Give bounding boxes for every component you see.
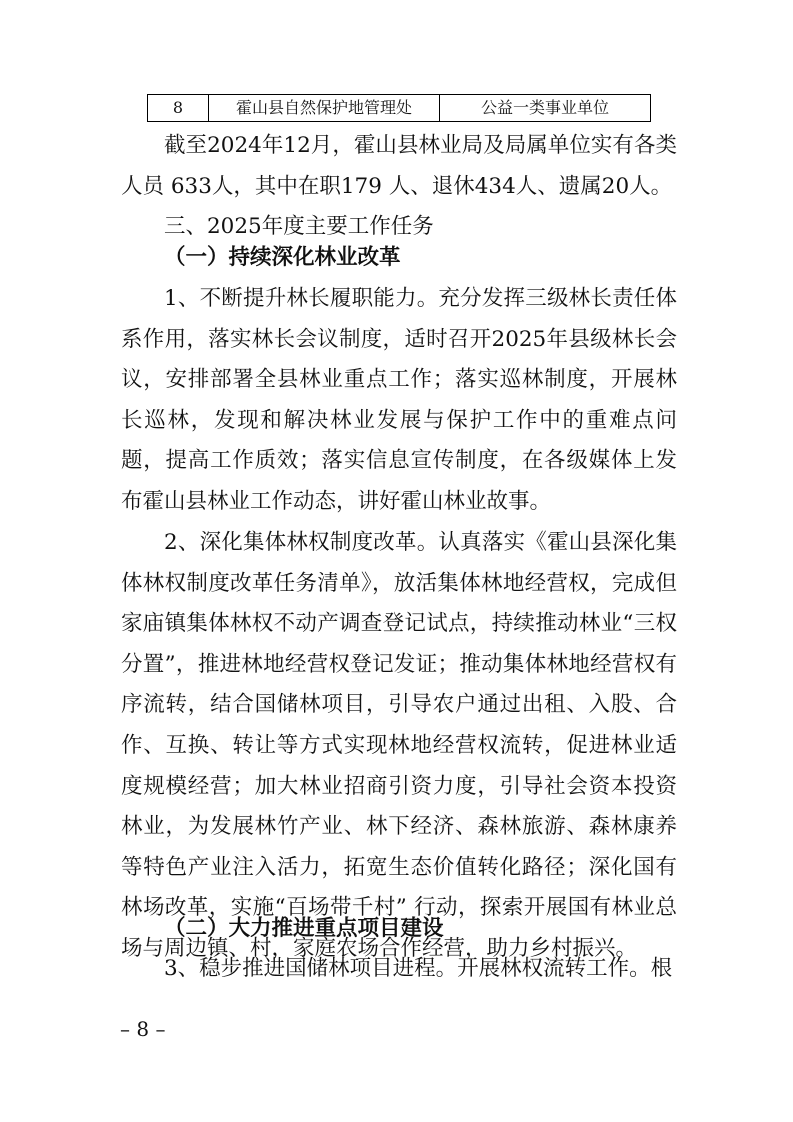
unit-table [147,94,651,122]
table-cell-type: 公益一类事业单位 [440,95,651,122]
item1-paragraph: 1、不断提升林长履职能力。充分发挥三级林长责任体系作用，落实林长会议制度，适时召开2025年县级林长会议，安排部署全县林业重点工作；落实巡林制度，开展林长巡林，发现和解决林业发展与保护工作中的重难点问题，提高工作质效；落实信息宣传制度，在各级媒体上发布霍山县林业工作动态，讲好霍山林业故事。 [121,286,677,514]
item3-paragraph: 3、稳步推进国储林项目进程。开展林权流转工作。根 [164,956,673,981]
table-cell-name: 霍山县自然保护地管理处 [209,95,440,122]
sub1-heading: （一）持续深化林业改革 [164,245,401,270]
item2-paragraph: 2、深化集体林权制度改革。认真落实《霍山县深化集体林权制度改革任务清单》，放活集体林地经营权，完成但家庙镇集体林权不动产调查登记试点，持续推动林业“三权分置”，推进林地经营权登记发证；推动集体林地经营权有序流转，结合国储林项目，引导农户通过出租、入股、合作、互换、转让等方式实现林地经营权流转，促进林业适度规模经营；加大林业招商引资力度，引导社会资本投资林业，为发展林竹产业、林下经济、森林旅游、森林康养等特色产业注入活力，拓宽生态价值转化路径；深化国有林场改革，实施“百场带千村” 行动，探索开展国有林业总场与周边镇、村，家庭农场合作经营，助力乡村振兴。 [121,530,677,961]
page-number: – 8 – [120,1017,166,1041]
table-cell-no: 8 [148,95,209,122]
table-row [148,95,651,122]
staff-paragraph: 截至2024年12月，霍山县林业局及局属单位实有各类人员 633人，其中在职179 人、退休434人、遗属20人。 [121,133,677,199]
section3-heading: 三、2025年度主要工作任务 [164,214,434,239]
sub2-heading: （二）大力推进重点项目建设 [164,916,444,941]
